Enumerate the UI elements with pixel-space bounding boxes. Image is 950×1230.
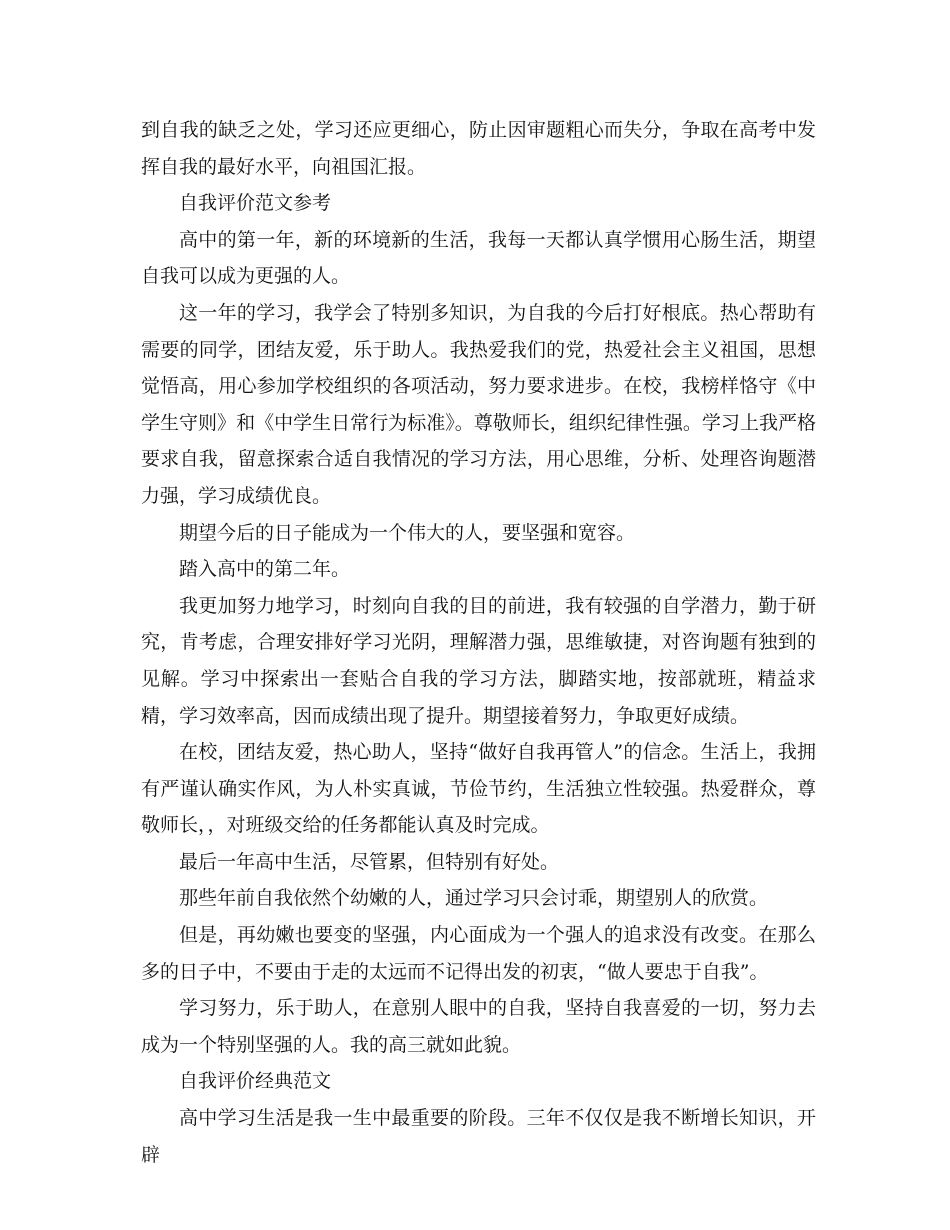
paragraph: 但是，再幼嫩也要变的坚强，内心面成为一个强人的追求没有改变。在那么多的日子中，不要由于走的太远而不记得出发的初衷，“做人要忠于自我”。: [141, 924, 816, 983]
paragraph: 这一年的学习，我学会了特别多知识，为自我的今后打好根底。热心帮助有需要的同学，团结友爱，乐于助人。我热爱我们的党，热爱社会主义祖国，思想觉悟高，用心参加学校组织的各项活动，努力要求进步。在校，我榜样恪守《中学生守则》和《中学生日常行为标准》。尊敬师长，组织纪律性强。学习上我严格要求自我，留意探索合适自我情况的学习方法，用心思维，分析、处理咨询题潜力强，学习成绩优良。: [141, 301, 816, 507]
paragraph: 期望今后的日子能成为一个伟大的人，要坚强和宽容。: [179, 521, 636, 544]
section-heading: 自我评价经典范文: [179, 1070, 332, 1093]
paragraph: 高中的第一年，新的环境新的生活，我每一天都认真学惯用心肠生活，期望自我可以成为更强的人。: [141, 228, 816, 288]
section-heading: 自我评价范文参考: [179, 192, 332, 215]
paragraph: 那些年前自我依然个幼嫩的人，通过学习只会讨乖，期望别人的欣赏。: [179, 887, 769, 910]
document-body: [141, 112, 816, 1173]
paragraph: 到自我的缺乏之处，学习还应更细心，防止因审题粗心而失分，争取在高考中发挥自我的最好水平，向祖国汇报。: [141, 119, 816, 178]
paragraph: 高中学习生活是我一生中最重要的阶段。三年不仅仅是我不断增长知识，开辟: [141, 1107, 816, 1166]
paragraph: 在校，团结友爱，热心助人，坚持“做好自我再管人”的信念。生活上，我拥有严谨认确实作风，为人朴实真诚，节俭节约，生活独立性较强。热爱群众，尊敬师长，，对班级交给的任务都能认真及时完成。: [141, 741, 816, 837]
paragraph: 最后一年高中生活，尽管累，但特别有好处。: [179, 850, 560, 873]
paragraph: 踏入高中的第二年。: [179, 558, 351, 581]
paragraph: 我更加努力地学习，时刻向自我的目的前进，我有较强的自学潜力，勤于研究，肯考虑，合理安排好学习光阴，理解潜力强，思维敏捷，对咨询题有独到的见解。学习中探索出一套贴合自我的学习方法，脚踏实地，按部就班，精益求精，学习效率高，因而成绩出现了提升。期望接着努力，争取更好成绩。: [141, 594, 816, 727]
paragraph: 学习努力，乐于助人，在意别人眼中的自我，坚持自我喜爱的一切，努力去成为一个特别坚强的人。我的高三就如此貌。: [141, 997, 816, 1056]
